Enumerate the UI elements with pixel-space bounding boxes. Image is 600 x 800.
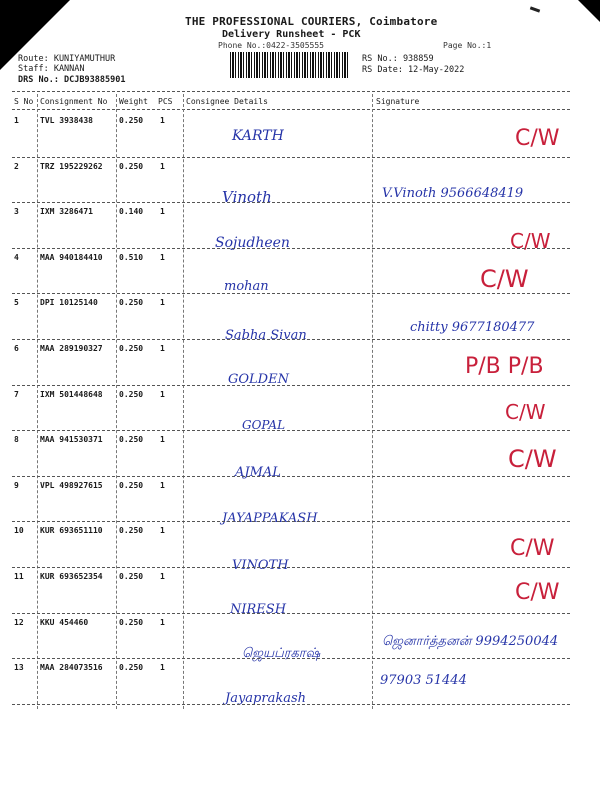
row-pcs: 1 (160, 663, 165, 672)
row-signature: ஜெனார்த்தனன் 9994250044 (382, 634, 559, 649)
row-pcs: 1 (160, 116, 165, 125)
row-weight: 0.250 (119, 390, 144, 399)
row-pcs: 1 (160, 344, 165, 353)
row-pcs: 1 (160, 526, 165, 535)
col-divider (116, 94, 117, 709)
row-sno: 12 (14, 618, 24, 627)
row-consignee-name: Sojudheen (215, 235, 290, 251)
row-sno: 2 (14, 162, 19, 171)
row-consignee-name: JAYAPPAKASH (222, 511, 318, 526)
row-weight: 0.250 (119, 162, 144, 171)
row-signature: chitty 9677180477 (410, 320, 535, 335)
row-pcs: 1 (160, 298, 165, 307)
scan-speck (530, 6, 540, 12)
row-consignee-name: GOPAL (242, 418, 286, 432)
col-header-weight: Weight (119, 97, 148, 106)
col-divider (37, 94, 38, 709)
row-sno: 5 (14, 298, 19, 307)
row-consignee-name: Sabha Sivan (225, 328, 307, 343)
row-signature: C/W (515, 126, 560, 151)
route-label: Route: KUNIYAMUTHUR (18, 54, 116, 64)
row-weight: 0.250 (119, 298, 144, 307)
row-sno: 6 (14, 344, 19, 353)
row-signature: V.Vinoth 9566648419 (382, 186, 524, 201)
row-sno: 13 (14, 663, 24, 672)
table-header-border (12, 109, 570, 110)
row-consignment-no: MAA 941530371 (40, 435, 103, 444)
row-consignment-no: TRZ 195229262 (40, 162, 103, 171)
row-consignee-name: GOLDEN (228, 372, 289, 387)
drs-number: DRS No.: DCJB93885901 (18, 75, 126, 85)
row-consignment-no: MAA 940184410 (40, 253, 103, 262)
row-signature: C/W (480, 265, 529, 293)
row-divider (12, 339, 570, 340)
row-weight: 0.250 (119, 116, 144, 125)
row-divider (12, 521, 570, 522)
row-weight: 0.250 (119, 572, 144, 581)
row-divider (12, 248, 570, 249)
row-signature: C/W (510, 229, 551, 253)
row-divider (12, 293, 570, 294)
row-sno: 4 (14, 253, 19, 262)
rs-date: RS Date: 12-May-2022 (362, 65, 465, 75)
row-consignee-name: NIRESH (230, 602, 287, 617)
row-consignee-name: Jayaprakash (225, 691, 307, 706)
row-divider (12, 202, 570, 203)
row-pcs: 1 (160, 572, 165, 581)
row-divider (12, 157, 570, 158)
row-divider (12, 385, 570, 386)
row-consignee-name: mohan (224, 279, 269, 294)
col-header-consignee: Consignee Details (186, 97, 268, 106)
row-sno: 10 (14, 526, 24, 535)
row-consignment-no: MAA 289190327 (40, 344, 103, 353)
row-signature: 97903 51444 (380, 673, 467, 688)
row-signature: C/W (515, 580, 560, 605)
row-weight: 0.510 (119, 253, 144, 262)
row-divider (12, 613, 570, 614)
row-weight: 0.250 (119, 618, 144, 627)
row-weight: 0.250 (119, 481, 144, 490)
row-divider (12, 658, 570, 659)
rs-number: RS No.: 938859 (362, 54, 434, 64)
row-divider (12, 430, 570, 431)
col-header-signature: Signature (376, 97, 420, 106)
row-pcs: 1 (160, 253, 165, 262)
row-consignee-name: ஜெயப்ரகாஷ் (242, 646, 321, 661)
row-consignment-no: KKU 454460 (40, 618, 89, 627)
row-sno: 8 (14, 435, 19, 444)
row-divider (12, 567, 570, 568)
table-top-border (12, 91, 570, 92)
row-pcs: 1 (160, 481, 165, 490)
row-consignment-no: IXM 501448648 (40, 390, 103, 399)
row-sno: 9 (14, 481, 19, 490)
row-consignee-name: AJMAL (235, 465, 281, 480)
row-signature: C/W (510, 536, 555, 561)
row-pcs: 1 (160, 618, 165, 627)
row-consignment-no: KUR 693652354 (40, 572, 103, 581)
col-divider (372, 94, 373, 709)
row-pcs: 1 (160, 207, 165, 216)
document-subtitle: Delivery Runsheet - PCK (222, 29, 361, 40)
barcode (230, 52, 348, 78)
row-sno: 11 (14, 572, 24, 581)
row-weight: 0.250 (119, 344, 144, 353)
col-header-sno: S No (14, 97, 34, 106)
row-consignee-name: Vinoth (222, 188, 272, 206)
scan-corner-shadow-right (578, 0, 600, 22)
col-divider (183, 94, 184, 709)
row-divider (12, 476, 570, 477)
row-consignee-name: VINOTH (232, 558, 289, 573)
row-weight: 0.140 (119, 207, 144, 216)
row-weight: 0.250 (119, 663, 144, 672)
col-header-pcs: PCS (158, 97, 173, 106)
row-sno: 3 (14, 207, 19, 216)
staff-label: Staff: KANNAN (18, 64, 85, 74)
row-consignment-no: VPL 498927615 (40, 481, 103, 490)
row-consignee-name: KARTH (232, 128, 284, 144)
row-signature: P/B P/B (465, 354, 544, 379)
row-consignment-no: KUR 693651110 (40, 526, 103, 535)
row-consignment-no: IXM 3286471 (40, 207, 93, 216)
row-consignment-no: MAA 284073516 (40, 663, 103, 672)
row-consignment-no: DPI 10125140 (40, 298, 98, 307)
row-signature: C/W (508, 445, 557, 473)
row-signature: C/W (505, 400, 546, 424)
row-divider (12, 704, 570, 705)
row-pcs: 1 (160, 162, 165, 171)
row-weight: 0.250 (119, 435, 144, 444)
page-number: Page No.:1 (443, 41, 492, 50)
row-weight: 0.250 (119, 526, 144, 535)
row-consignment-no: TVL 3938438 (40, 116, 93, 125)
row-sno: 7 (14, 390, 19, 399)
row-pcs: 1 (160, 390, 165, 399)
row-pcs: 1 (160, 435, 165, 444)
company-name: THE PROFESSIONAL COURIERS, Coimbatore (185, 15, 438, 28)
row-sno: 1 (14, 116, 19, 125)
col-header-consignment: Consignment No (40, 97, 108, 106)
phone-number: Phone No.:0422-3505555 (218, 41, 324, 50)
